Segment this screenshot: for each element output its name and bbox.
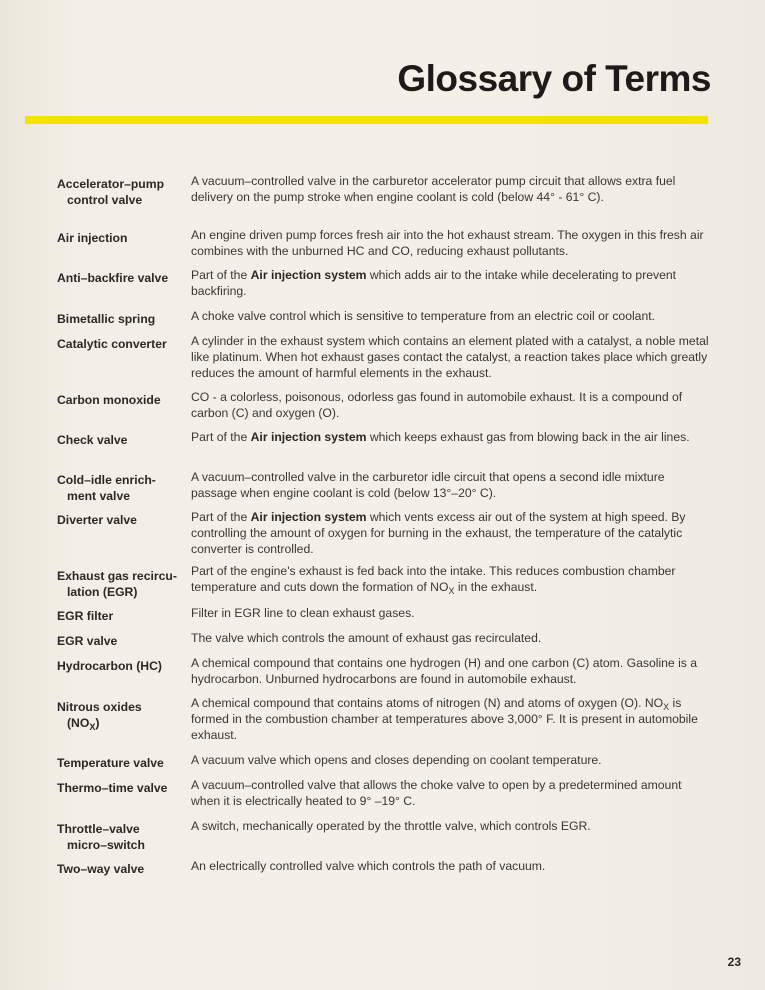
term-line: Cold–idle enrich- — [57, 473, 156, 487]
glossary-definition: An engine driven pump forces fresh air into the hot exhaust stream. The oxygen in this fresh air combines with the unburned HC and CO, reducing exhaust pollutants. — [191, 228, 704, 258]
glossary-term: Catalytic converter — [57, 337, 167, 351]
glossary-definition — [191, 509, 711, 557]
glossary-definition: A chemical compound that contains one hydrogen (H) and one carbon (C) atom. Gasoline is a hydrocarbon. Unburned hydrocarbons are found in automobile exhaust. — [191, 656, 698, 686]
glossary-definition: A choke valve control which is sensitive to temperature from an electric coil or coolant. — [191, 309, 656, 323]
glossary-term: Temperature valve — [57, 756, 164, 770]
glossary-definition — [191, 267, 711, 299]
term-line: Nitrous oxides — [57, 700, 142, 714]
glossary-definition: A vacuum–controlled valve in the carburetor accelerator pump circuit that allows extra fuel delivery on the pump stroke when engine coolant is cold (below 44° - 61° C). — [191, 174, 676, 204]
glossary-definition — [191, 429, 711, 445]
definition-text: Part of the — [191, 510, 251, 524]
glossary-term — [57, 568, 185, 600]
glossary-term: Check valve — [57, 433, 128, 447]
glossary-definition — [191, 563, 711, 595]
definition-text: Part of the engine's exhaust is fed back into the intake. This reduces combustion chamber temperature and cuts down the formation of NO — [191, 564, 676, 594]
definition-text: is formed in the combustion chamber at temperatures above 3,000° F. It is present in automobile exhaust. — [191, 696, 698, 742]
glossary-term: Two–way valve — [57, 862, 145, 876]
glossary-term: Anti–backfire valve — [57, 271, 169, 285]
glossary-term: Thermo–time valve — [57, 781, 168, 795]
glossary-term: Diverter valve — [57, 513, 137, 527]
term-line: lation (EGR) — [67, 585, 138, 599]
glossary-definition: The valve which controls the amount of exhaust gas recirculated. — [191, 631, 542, 645]
term-line: micro–switch — [67, 838, 145, 852]
glossary-term: Air injection — [57, 231, 128, 245]
glossary-term: EGR valve — [57, 634, 118, 648]
page-title: Glossary of Terms — [397, 58, 711, 99]
definition-text: Part of the — [191, 430, 251, 444]
glossary-definition: A switch, mechanically operated by the throttle valve, which controls EGR. — [191, 819, 591, 833]
glossary-term — [57, 699, 185, 731]
glossary-definition: A vacuum–controlled valve that allows the choke valve to open by a predetermined amount when it is electrically heated to 9° –19° C. — [191, 778, 682, 808]
definition-emphasis: Air injection system — [250, 268, 367, 282]
glossary-definition — [191, 695, 711, 743]
definition-emphasis: Air injection system — [250, 430, 367, 444]
term-line: control valve — [67, 193, 143, 207]
glossary-term: Carbon monoxide — [57, 393, 161, 407]
definition-text: in the exhaust. — [454, 580, 538, 594]
term-line: Throttle–valve — [57, 822, 140, 836]
glossary-term — [57, 176, 185, 208]
definition-emphasis: Air injection system — [250, 510, 367, 524]
glossary-definition: Filter in EGR line to clean exhaust gases. — [191, 606, 415, 620]
glossary-definition: A vacuum valve which opens and closes depending on coolant temperature. — [191, 753, 602, 767]
term-line: Accelerator–pump — [57, 177, 165, 191]
term-line: Exhaust gas recircu- — [57, 569, 177, 583]
glossary-term: Hydrocarbon (HC) — [57, 659, 162, 673]
definition-text: which keeps exhaust gas from blowing back in the air lines. — [366, 430, 690, 444]
glossary-definition: A vacuum–controlled valve in the carburetor idle circuit that opens a second idle mixture passage when engine coolant is cold (below 13°–20° C). — [191, 470, 665, 500]
glossary-term: Bimetallic spring — [57, 312, 156, 326]
glossary-term: EGR filter — [57, 609, 114, 623]
title-underline-rule — [25, 116, 708, 124]
page-number: 23 — [727, 955, 741, 969]
glossary-definition: An electrically controlled valve which controls the path of vacuum. — [191, 859, 546, 873]
definition-subscript: X — [663, 702, 670, 712]
term-line: ment valve — [67, 489, 131, 503]
glossary-definition: CO - a colorless, poisonous, odorless gas found in automobile exhaust. It is a compound of carbon (C) and oxygen (O). — [191, 390, 683, 420]
term-line: $(NO_X)$ — [67, 716, 100, 732]
definition-subscript: X — [448, 586, 455, 596]
definition-text: which vents excess air out of the system at high speed. By controlling the amount of oxygen for burning in the exhaust, the temperature of the catalytic converter is controlled. — [191, 510, 686, 556]
glossary-definition: A cylinder in the exhaust system which contains an element plated with a catalyst, a noble metal like platinum. When hot exhaust gases contact the catalyst, a reaction takes place which greatly reduces the amount of harmful elements in the exhaust. — [191, 334, 709, 380]
glossary-term — [57, 821, 185, 853]
definition-text: A chemical compound that contains atoms of nitrogen (N) and atoms of oxygen (O). NO — [191, 696, 664, 710]
definition-text: Part of the — [191, 268, 251, 282]
definition-text: which adds air to the intake while decelerating to prevent backfiring. — [191, 268, 677, 298]
glossary-term — [57, 472, 185, 504]
